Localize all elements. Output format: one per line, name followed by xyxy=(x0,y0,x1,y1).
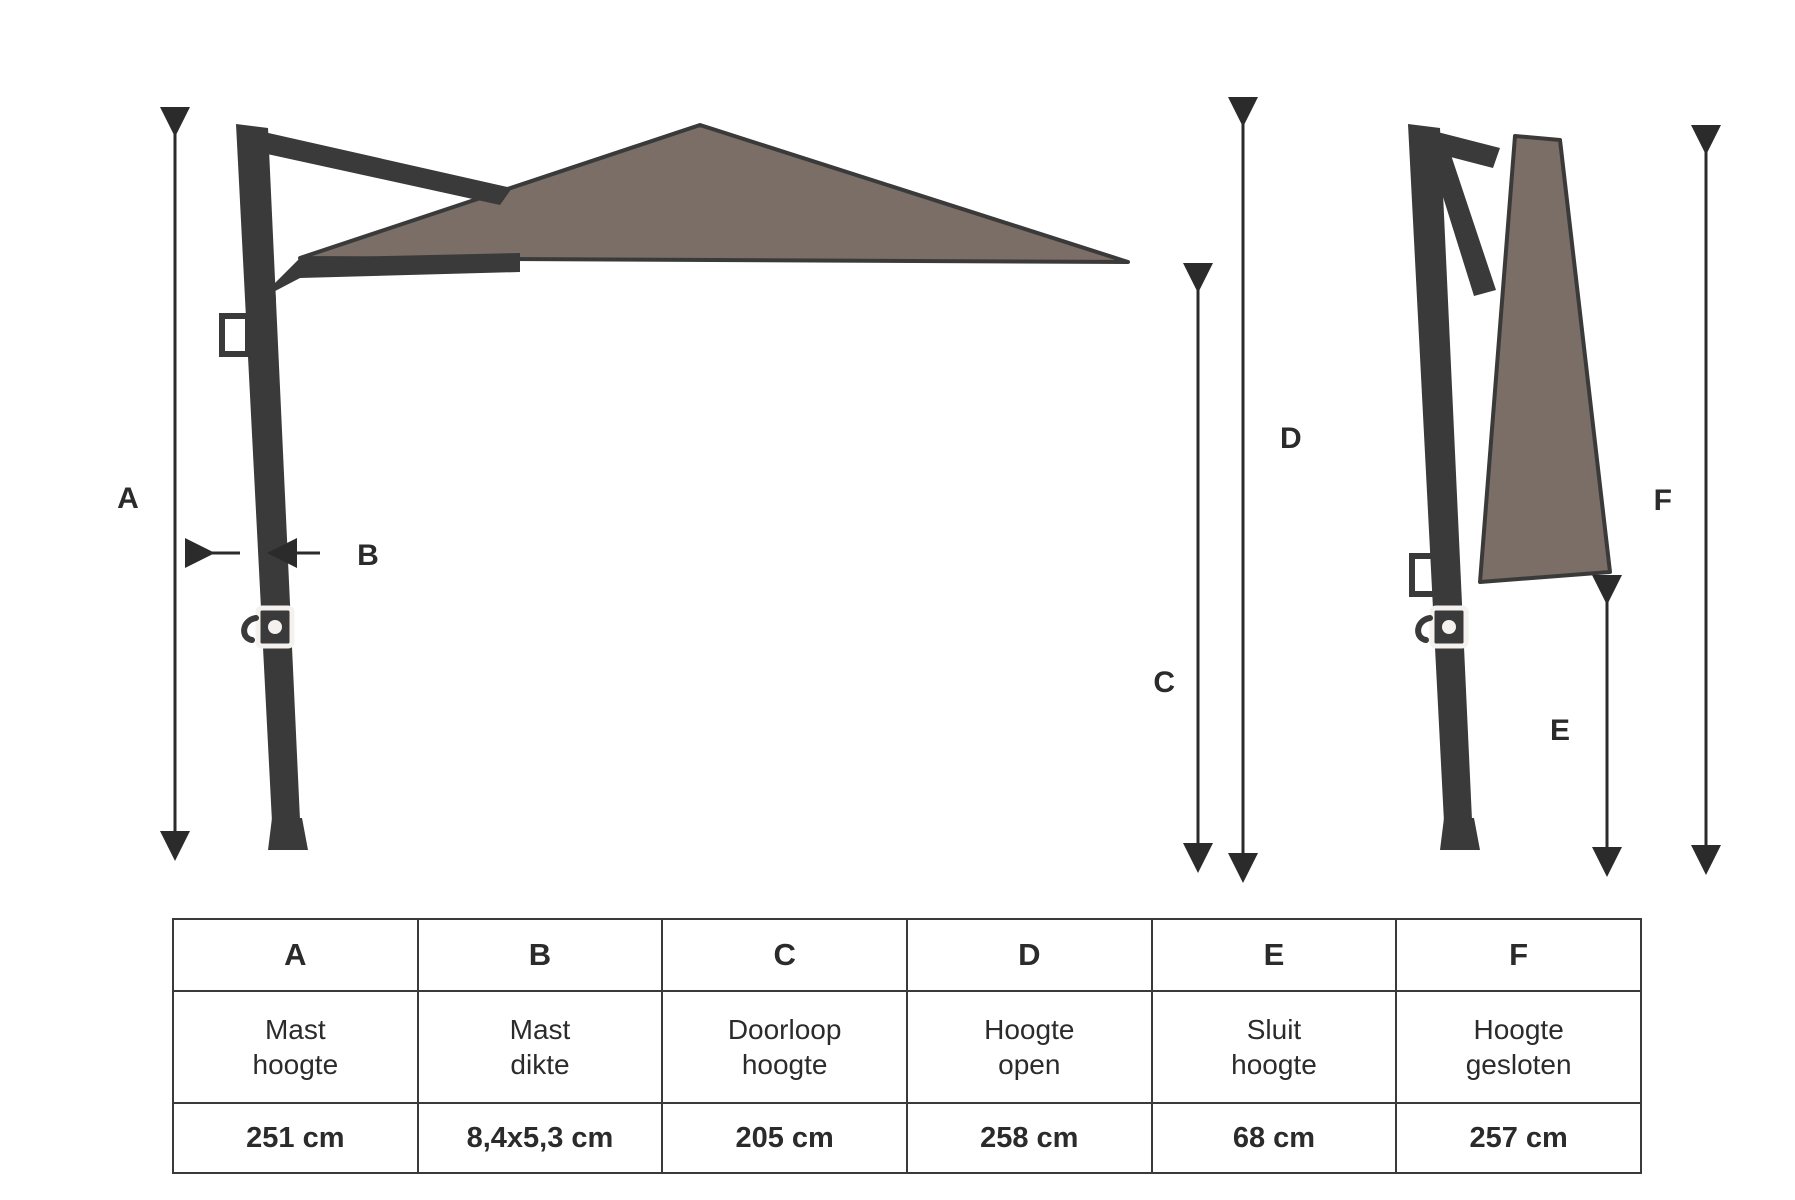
crank-arm-open xyxy=(244,618,256,640)
canopy-closed xyxy=(1480,136,1610,582)
table-name-d xyxy=(907,991,1152,1103)
table-name-b-line2: dikte xyxy=(510,1049,570,1080)
table-name-c-line2: hoogte xyxy=(741,1049,828,1080)
table-value-c: 205 cm xyxy=(662,1103,907,1173)
table-name-a xyxy=(173,991,418,1103)
table-header-f: F xyxy=(1396,919,1641,991)
dimension-label-f: F xyxy=(1653,484,1672,517)
table-header-e: E xyxy=(1152,919,1397,991)
table-value-b: 8,4x5,3 cm xyxy=(418,1103,663,1173)
table-name-c xyxy=(662,991,907,1103)
closed-parasol-view xyxy=(1408,124,1706,862)
table-header-row xyxy=(173,919,1641,991)
canopy-open xyxy=(300,125,1128,262)
table-name-f xyxy=(1396,991,1641,1103)
support-arm-lower xyxy=(258,253,520,300)
dimension-label-b: B xyxy=(357,539,379,572)
table-name-d-line2: open xyxy=(998,1049,1061,1080)
table-name-a-line1: Mast xyxy=(264,1014,326,1045)
specifications-table-container xyxy=(172,918,1642,1174)
dimension-label-a: A xyxy=(117,482,139,515)
table-name-e xyxy=(1152,991,1397,1103)
table-header-c: C xyxy=(662,919,907,991)
table-name-c-line1: Doorloop xyxy=(727,1014,842,1045)
table-value-d: 258 cm xyxy=(907,1103,1152,1173)
table-header-d: D xyxy=(907,919,1152,991)
crank-arm-closed xyxy=(1418,618,1430,640)
mast-open xyxy=(236,124,300,822)
table-value-f: 257 cm xyxy=(1396,1103,1641,1173)
table-row xyxy=(173,1103,1641,1173)
support-arm xyxy=(240,128,512,205)
crank-knob-open xyxy=(268,620,282,634)
table-name-f-line1: Hoogte xyxy=(1473,1014,1564,1045)
mast-foot-closed xyxy=(1440,818,1480,850)
table-name-b xyxy=(418,991,663,1103)
table-header-b: B xyxy=(418,919,663,991)
specifications-table xyxy=(172,918,1642,1174)
crank-knob-closed xyxy=(1442,620,1456,634)
table-header-a: A xyxy=(173,919,418,991)
upper-bracket-open xyxy=(222,316,248,354)
table-name-e-line2: hoogte xyxy=(1231,1049,1317,1080)
table-row xyxy=(173,991,1641,1103)
table-value-e: 68 cm xyxy=(1152,1103,1397,1173)
table-name-d-line1: Hoogte xyxy=(984,1014,1075,1045)
table-value-a: 251 cm xyxy=(173,1103,418,1173)
dimension-label-c: C xyxy=(1153,666,1175,699)
table-name-b-line1: Mast xyxy=(509,1014,571,1045)
dimension-label-e: E xyxy=(1549,714,1570,747)
dimension-label-d: D xyxy=(1280,422,1302,455)
table-name-e-line1: Sluit xyxy=(1246,1014,1302,1045)
table-name-f-line2: gesloten xyxy=(1465,1049,1572,1080)
table-name-a-line2: hoogte xyxy=(252,1049,339,1080)
mast-foot-open xyxy=(268,818,308,850)
open-parasol-view xyxy=(117,112,1302,868)
